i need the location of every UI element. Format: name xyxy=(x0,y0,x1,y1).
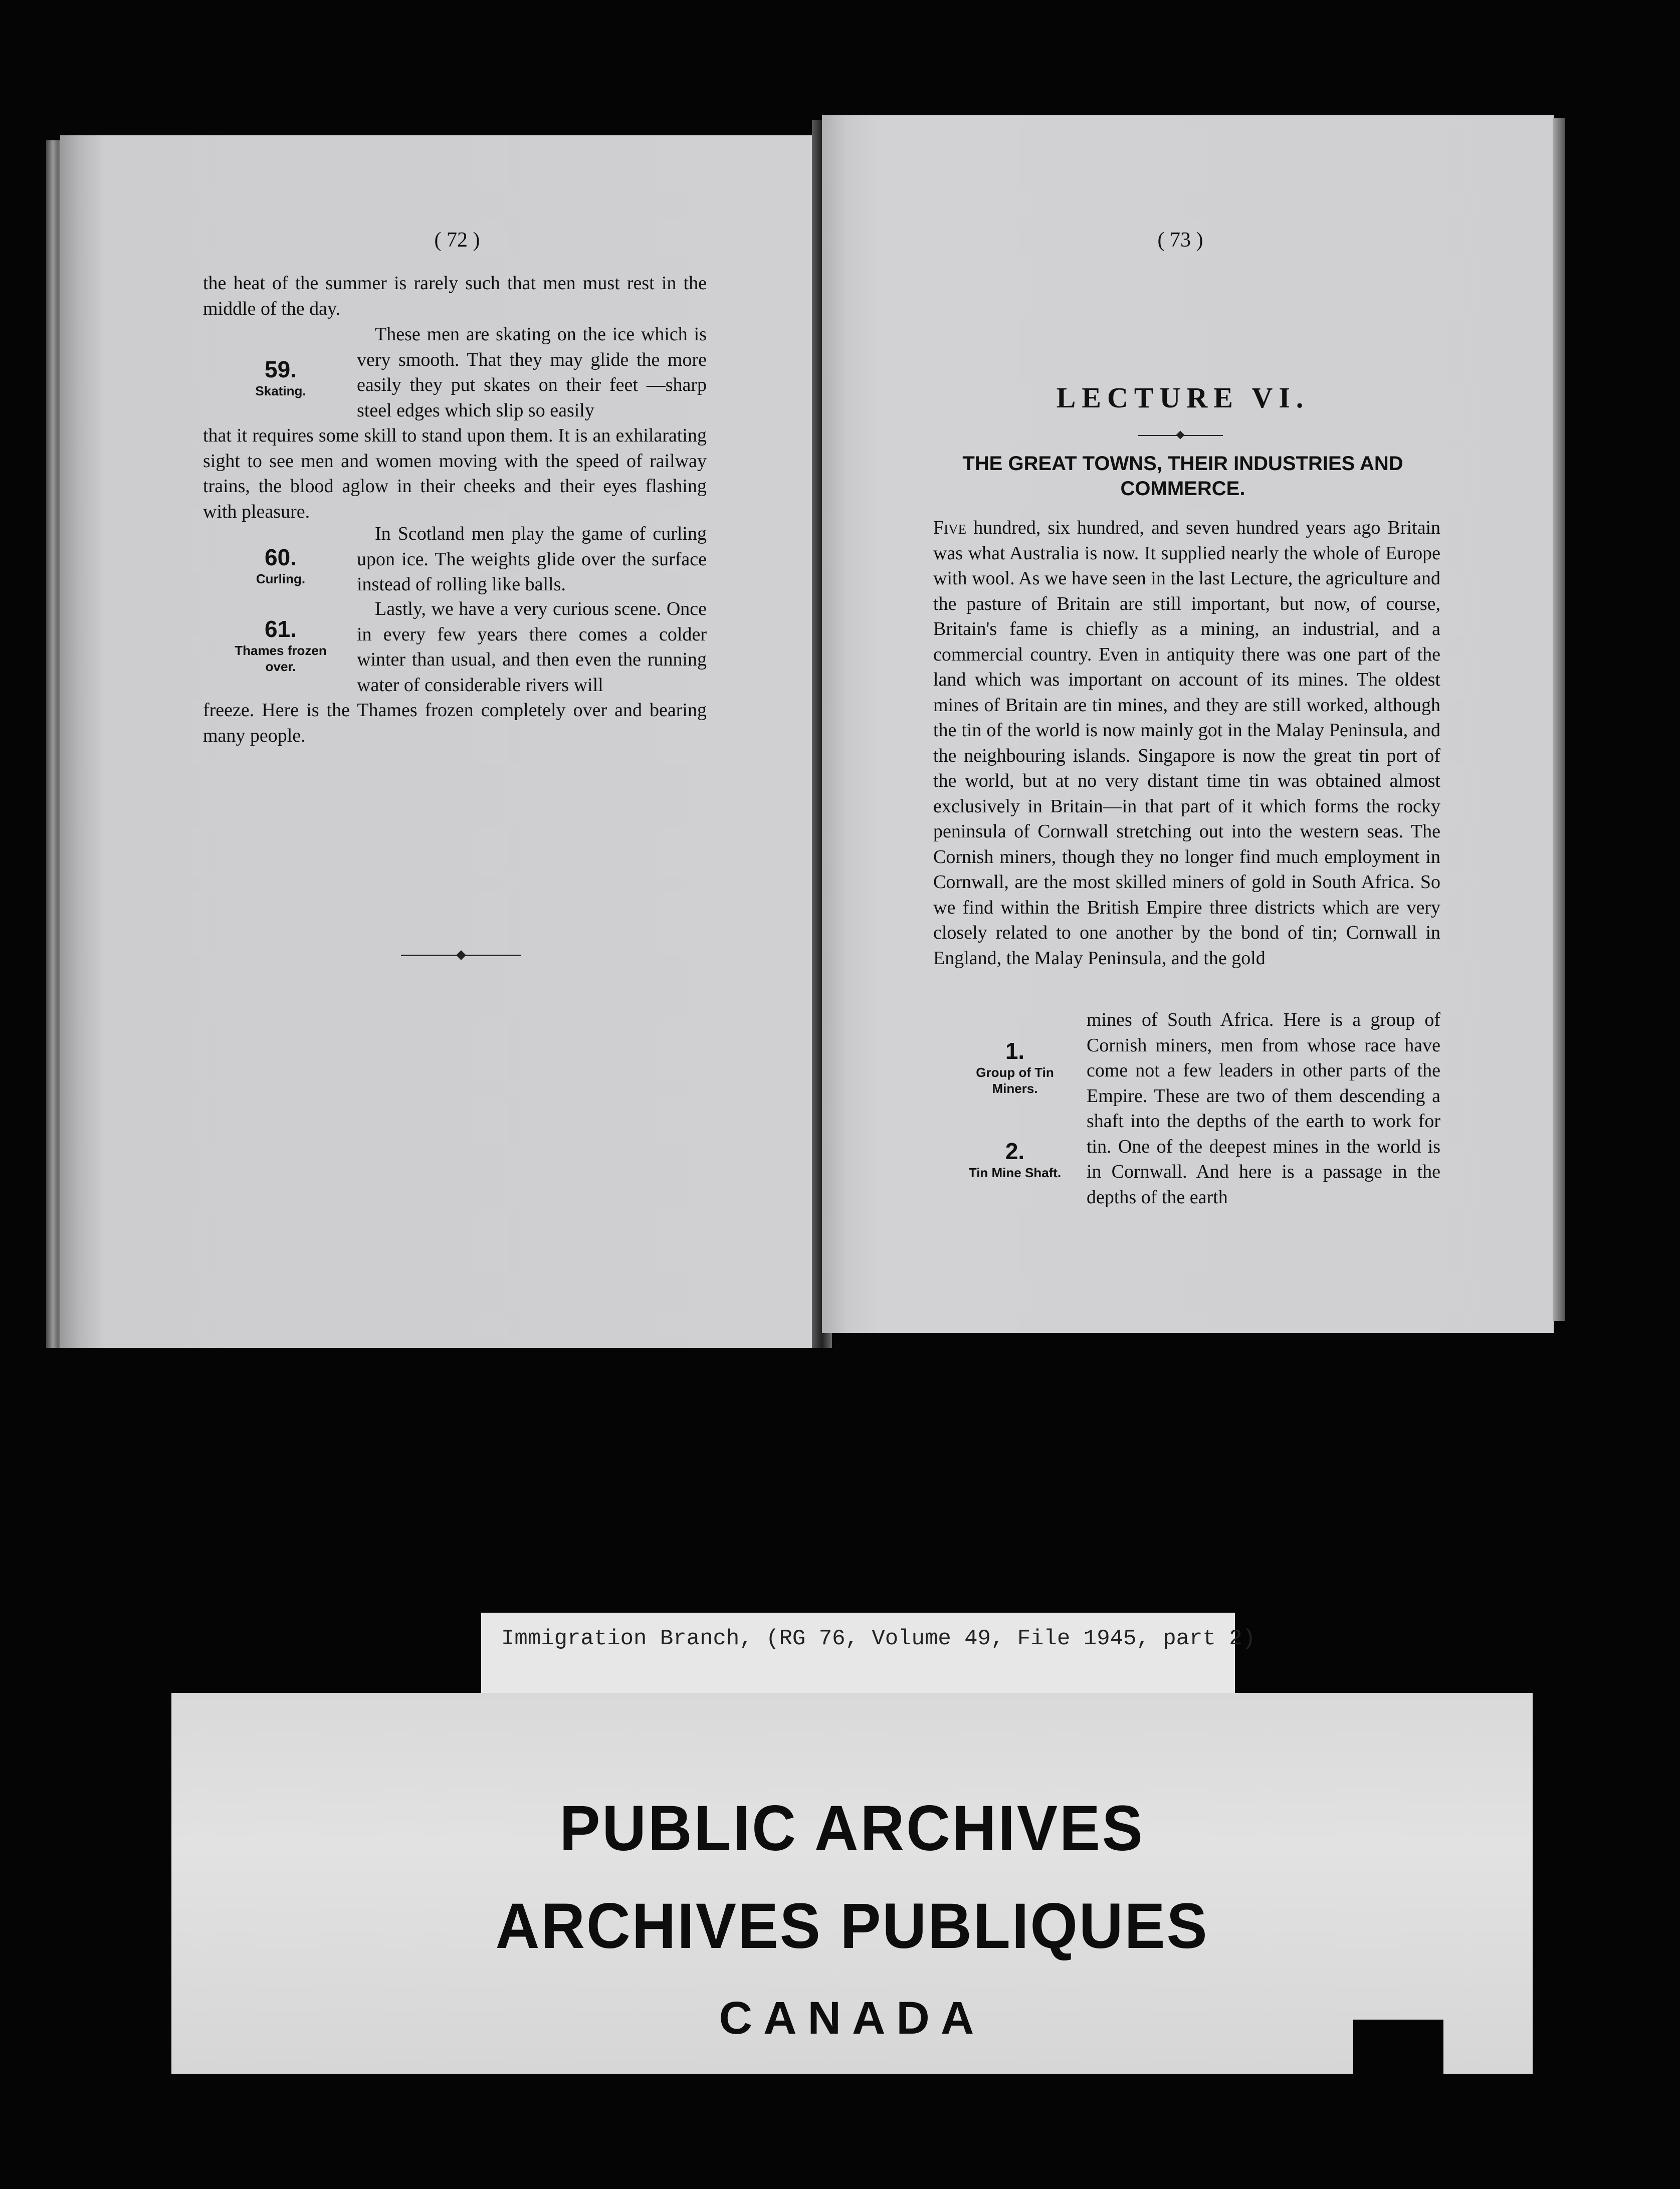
left-para-60: In Scotland men play the game of curling upon ice. The weights glide over the surface instead of rolling like balls. xyxy=(357,523,707,595)
drop-first-word: Five xyxy=(933,517,967,538)
sidenote-caption: Skating. xyxy=(255,383,306,398)
sidenote-number: 61. xyxy=(265,616,297,642)
sidenote-caption: Tin Mine Shaft. xyxy=(968,1165,1062,1180)
right-main-paragraph xyxy=(933,515,1440,971)
left-para-61b: freeze. Here is the Thames frozen completely over and bearing many people. xyxy=(203,700,707,746)
left-page-number: ( 72 ) xyxy=(434,229,480,252)
sidenote-2 xyxy=(952,1138,1078,1181)
left-para-top: the heat of the summer is rarely such that men must rest in the middle of the day. xyxy=(203,273,707,319)
left-para-59a: These men are skating on the ice which is very smooth. That they may glide the more easily they put skates on their feet —sharp steel edges which slip so easily xyxy=(357,324,707,421)
right-page-number: ( 73 ) xyxy=(1157,229,1203,252)
sidenote-number: 2. xyxy=(1005,1138,1025,1164)
sidenote-number: 60. xyxy=(265,544,297,570)
stamp-line-public-archives: PUBLIC ARCHIVES xyxy=(559,1793,1145,1864)
sidenote-caption: Curling. xyxy=(256,571,306,586)
archive-reference: Immigration Branch, (RG 76, Volume 49, File 1945, part 2) xyxy=(501,1626,1256,1651)
left-para-61a: Lastly, we have a very curious scene. Once in every few years there comes a colder winter than usual, and then even the running water of considerable rivers will xyxy=(357,598,707,696)
sidenote-caption: Group of Tin Miners. xyxy=(976,1065,1054,1096)
sidenote-caption: Thames frozen over. xyxy=(235,643,327,674)
right-main-text: hundred, six hundred, and seven hundred years ago Britain was what Australia is now. It supplied nearly the whole of Europe with wool. As we have seen in the last Lecture, the agriculture and the pasture of Britain are still important, but now, of course, Britain's fame is chiefly as a mining, an industrial, and a commercial country. Even in antiquity there was one part of the land which was important on account of its mines. The oldest mines of Britain are tin mines, and they are still worked, although the tin of the world is now mainly got in the Malay Peninsula, and the neighbouring islands. Singapore is now the great tin port of the world, but at no very distant time tin was obtained almost exclusively in Britain—in that part of it which forms the rocky peninsula of Cornwall stretching out into the western seas. The Cornish miners, though they no longer find much employment in Cornwall, are the most skilled miners of gold in South Africa. So we find within the British Empire three districts which are very closely related to one another by the bond of tin; Cornwall in England, the Malay Peninsula, and the gold xyxy=(933,517,1441,969)
right-page-edge xyxy=(1553,118,1565,1321)
lecture-title: LECTURE VI. xyxy=(1056,381,1310,414)
stamp-line-archives-publiques: ARCHIVES PUBLIQUES xyxy=(495,1890,1209,1962)
sidenote-60 xyxy=(231,544,331,587)
right-para-tail: mines of South Africa. Here is a group of Cornish miners, men from whose race have come not a few leaders in other parts of the Empire. These are two of them descending a shaft into the depths of the earth to work for tin. One of the deepest mines in the world is in Cornwall. And here is a passage in the depths of the earth xyxy=(1087,1009,1440,1208)
stamp-corner-shadow xyxy=(1353,2020,1443,2075)
stamp-line-canada: CANADA xyxy=(719,1993,985,2044)
chapter-heading: THE GREAT TOWNS, THEIR INDUSTRIES AND COMMERCE. xyxy=(962,453,1403,500)
sidenote-1 xyxy=(955,1037,1075,1097)
sidenote-59 xyxy=(231,356,331,399)
sidenote-number: 59. xyxy=(265,356,297,382)
left-para-59b: that it requires some skill to stand upon them. It is an exhilarating sight to see men and women moving with the speed of railway trains, the blood aglow in their cheeks and their eyes flashing with pleasure. xyxy=(203,425,707,522)
sidenote-61 xyxy=(226,615,336,675)
sidenote-number: 1. xyxy=(1005,1038,1025,1064)
